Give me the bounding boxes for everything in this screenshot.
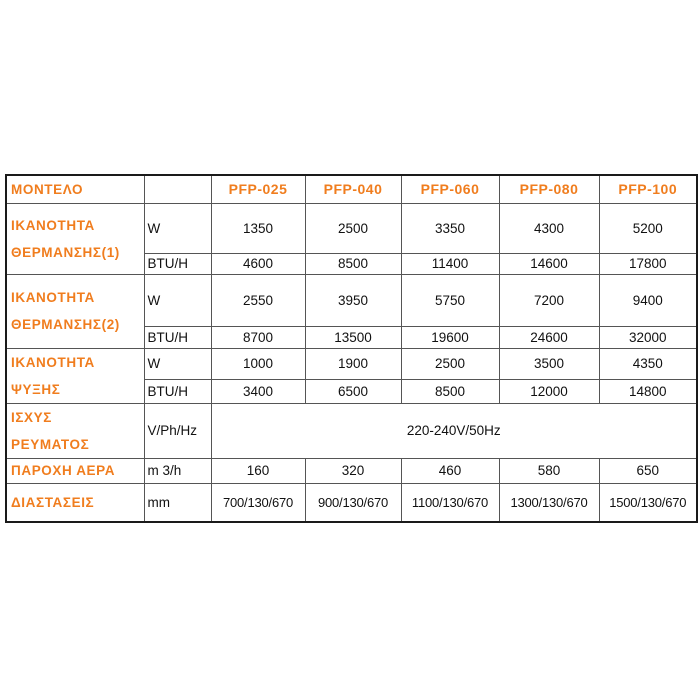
- cooling-w-row: [6, 348, 697, 380]
- value-cell: 2500: [305, 203, 401, 253]
- value-cell: 8500: [401, 380, 499, 403]
- power-label-line1: ΙΣΧΥΣ: [11, 409, 52, 425]
- cooling-label-line2: ΨΥΞΗΣ: [11, 381, 61, 397]
- unit-cell: W: [144, 274, 211, 326]
- value-cell: 24600: [499, 326, 599, 348]
- value-cell: 1300/130/670: [499, 483, 599, 522]
- value-cell: 1900: [305, 348, 401, 380]
- value-cell: 160: [211, 458, 305, 483]
- value-cell: 320: [305, 458, 401, 483]
- value-cell: 700/130/670: [211, 483, 305, 522]
- unit-cell: m 3/h: [144, 458, 211, 483]
- value-cell: 7200: [499, 274, 599, 326]
- value-cell: 13500: [305, 326, 401, 348]
- airflow-row: [6, 458, 697, 483]
- value-cell: 5750: [401, 274, 499, 326]
- model-name: PFP-100: [599, 175, 697, 203]
- value-cell: 1100/130/670: [401, 483, 499, 522]
- value-cell: 3950: [305, 274, 401, 326]
- unit-cell: V/Ph/Hz: [144, 403, 211, 458]
- unit-cell: mm: [144, 483, 211, 522]
- model-name: PFP-060: [401, 175, 499, 203]
- value-cell: 8500: [305, 253, 401, 274]
- dimensions-label: ΔΙΑΣΤΑΣΕΙΣ: [6, 483, 144, 522]
- value-cell: 2550: [211, 274, 305, 326]
- dimensions-row: [6, 483, 697, 522]
- value-cell: 8700: [211, 326, 305, 348]
- power-label-line2: ΡΕΥΜΑΤΟΣ: [11, 436, 90, 452]
- model-header-label: ΜΟΝΤΕΛΟ: [6, 175, 144, 203]
- heating1-label: [6, 203, 144, 274]
- value-cell: 6500: [305, 380, 401, 403]
- value-cell: 1000: [211, 348, 305, 380]
- value-cell: 900/130/670: [305, 483, 401, 522]
- value-cell: 650: [599, 458, 697, 483]
- spec-table: [5, 174, 698, 523]
- value-cell: 5200: [599, 203, 697, 253]
- heating1-w-row: [6, 203, 697, 253]
- value-cell: 3350: [401, 203, 499, 253]
- value-cell: 3400: [211, 380, 305, 403]
- value-cell: 3500: [499, 348, 599, 380]
- airflow-label: ΠΑΡΟΧΗ ΑΕΡΑ: [6, 458, 144, 483]
- value-cell: 17800: [599, 253, 697, 274]
- value-cell: 1500/130/670: [599, 483, 697, 522]
- model-name: PFP-025: [211, 175, 305, 203]
- value-cell: 4600: [211, 253, 305, 274]
- value-cell: 11400: [401, 253, 499, 274]
- unit-cell: BTU/H: [144, 326, 211, 348]
- heating1-label-line2: ΘΕΡΜΑΝΣΗΣ(1): [11, 244, 120, 260]
- heating1-label-line1: ΙΚΑΝΟΤΗΤΑ: [11, 217, 95, 233]
- value-cell: 2500: [401, 348, 499, 380]
- heating2-label-line2: ΘΕΡΜΑΝΣΗΣ(2): [11, 317, 120, 332]
- heating2-label: [6, 274, 144, 348]
- value-cell: 460: [401, 458, 499, 483]
- value-cell: 1350: [211, 203, 305, 253]
- value-cell: 580: [499, 458, 599, 483]
- unit-header-cell: [144, 175, 211, 203]
- model-name: PFP-080: [499, 175, 599, 203]
- value-cell: 12000: [499, 380, 599, 403]
- unit-cell: W: [144, 203, 211, 253]
- value-cell: 4300: [499, 203, 599, 253]
- unit-cell: BTU/H: [144, 253, 211, 274]
- unit-cell: BTU/H: [144, 380, 211, 403]
- value-cell: 4350: [599, 348, 697, 380]
- header-row: [6, 175, 697, 203]
- power-value: 220-240V/50Hz: [211, 403, 697, 458]
- value-cell: 32000: [599, 326, 697, 348]
- heating2-label-line1: ΙΚΑΝΟΤΗΤΑ: [11, 290, 95, 305]
- value-cell: 9400: [599, 274, 697, 326]
- value-cell: 14600: [499, 253, 599, 274]
- cooling-label: [6, 348, 144, 403]
- power-row: [6, 403, 697, 458]
- heating2-w-row: [6, 274, 697, 326]
- value-cell: 14800: [599, 380, 697, 403]
- value-cell: 19600: [401, 326, 499, 348]
- unit-cell: W: [144, 348, 211, 380]
- model-name: PFP-040: [305, 175, 401, 203]
- cooling-label-line1: ΙΚΑΝΟΤΗΤΑ: [11, 354, 95, 370]
- power-label: [6, 403, 144, 458]
